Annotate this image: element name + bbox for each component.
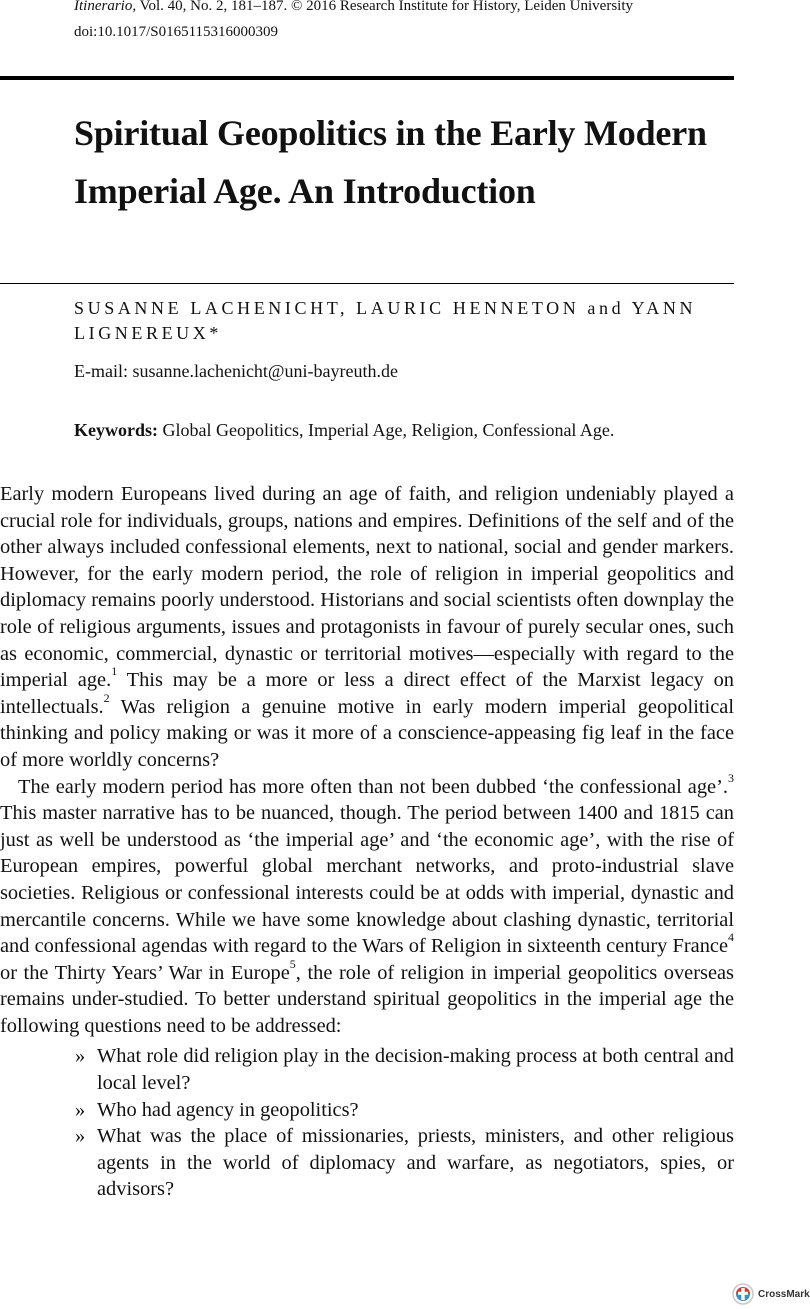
crossmark-badge[interactable] — [732, 1283, 810, 1305]
article-body — [0, 481, 734, 1203]
list-item: » What role did religion play in the decision-making process at both central and local level? — [75, 1045, 734, 1095]
bullet-icon: » — [75, 1098, 86, 1121]
paragraph-1: Early modern Europeans lived during an age of faith, and religion undeniably played a crucial role for individuals, groups, nations and empires. Definitions of the self and of the other always included confessional elements, next to national, social and gender markers. However, for the early modern period, the role of religion in imperial geopolitics and diplomacy remains poorly understood. Historians and social scientists often downplay the role of religious arguments, issues and protagonists in favour of purely secular ones, such as economic, commercial, dynastic or territorial motives—especially with regard to the imperial age.$^1$ This may be a more or less a direct effect of the Marxist legacy on intellectuals.$^2$ Was religion a genuine motive in early modern imperial geopolitical thinking and policy making or was it more of a conscience-appeasing fig leaf in the face of more worldly concerns? — [0, 483, 735, 771]
crossmark-label: CrossMark — [758, 1288, 810, 1300]
author-email[interactable]: E-mail: susanne.lachenicht@uni-bayreuth.de — [74, 361, 398, 381]
bullet-icon: » — [75, 1045, 86, 1068]
footnote-ref-3[interactable]: 3 — [728, 770, 734, 785]
journal-details: Vol. 40, No. 2, 181–187. © 2016 Research Institute for History, Leiden University — [139, 0, 633, 14]
article-title: Spiritual Geopolitics in the Early Modern Imperial Age. An Introduction — [74, 113, 707, 211]
bullet-icon: » — [75, 1125, 86, 1148]
keywords-label: Keywords: — [74, 420, 158, 440]
journal-name: Itinerario, — [74, 0, 137, 14]
footnote-ref-1[interactable]: 1 — [111, 664, 118, 679]
paragraph-2: The early modern period has more often than not been dubbed ‘the confessional age’.$^3$ This master narrative has to be nuanced, though. The period between 1400 and 1815 can just as well be understood as ‘the imperial age’ and ‘the economic age’, with the rise of European empires, powerful global merchant networks, and proto-industrial slave societies. Religious or confessional interests could be at odds with imperial, dynastic and mercantile concerns. While we have some knowledge about clashing dynastic, territorial and confessional agendas with regard to the Wars of Religion in sixteenth century France$^4$ or the Thirty Years’ War in Europe$^5$, the role of religion in imperial geopolitics overseas remains under-studied. To better understand spiritual geopolitics in the imperial age the following questions need to be addressed: — [0, 770, 734, 1037]
footnote-ref-2[interactable]: 2 — [103, 690, 110, 705]
crossmark-icon — [732, 1283, 754, 1305]
title-rule — [0, 283, 734, 284]
header-rule — [0, 76, 734, 80]
footnote-ref-4[interactable]: 4 — [728, 930, 734, 945]
list-item: » Who had agency in geopolitics? — [0, 1097, 734, 1124]
list-item: » What was the place of missionaries, priests, ministers, and other religious agents in the world of diplomacy and warfare, as negotiators, spies, or advisors? — [75, 1125, 734, 1201]
doi[interactable]: doi:10.1017/S0165115316000309 — [74, 24, 279, 40]
keywords — [74, 418, 614, 442]
keywords-list: Global Geopolitics, Imperial Age, Religion, Confessional Age. — [162, 420, 615, 440]
author-list: SUSANNE LACHENICHT, LAURIC HENNETON and YANN LIGNEREUX* — [74, 298, 697, 343]
question-list — [0, 1043, 734, 1203]
journal-citation — [74, 0, 633, 16]
footnote-ref-5[interactable]: 5 — [289, 956, 296, 971]
